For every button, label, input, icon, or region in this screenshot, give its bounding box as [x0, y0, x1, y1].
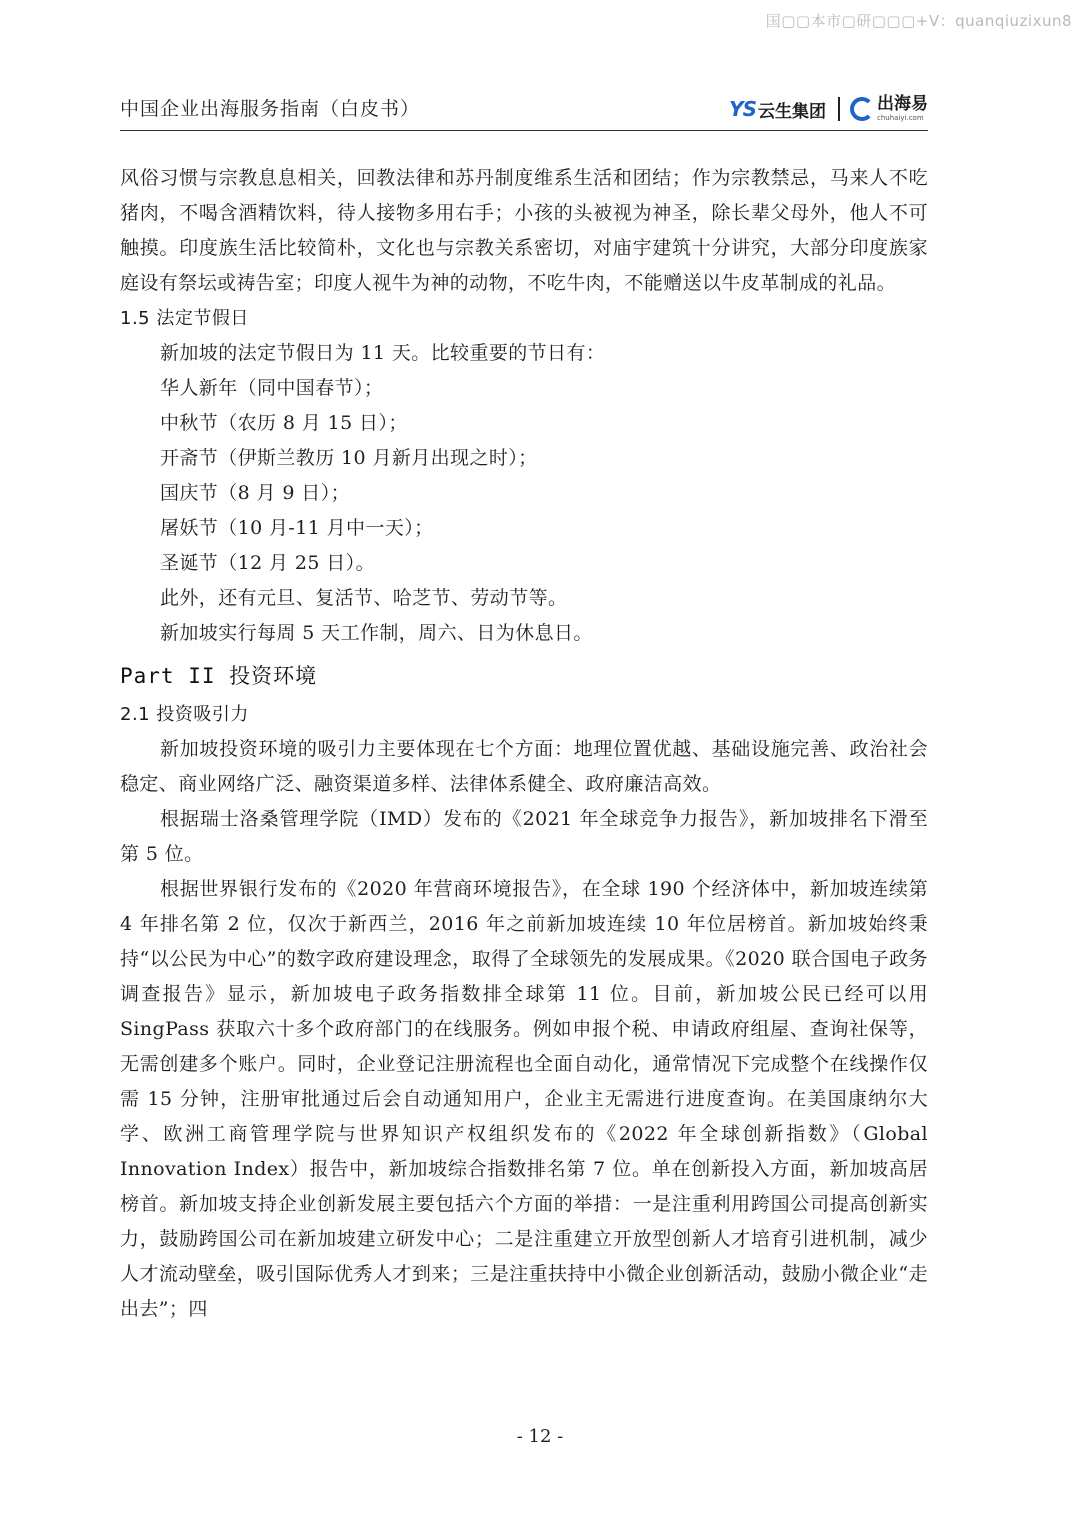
section-heading-1-5: 1.5 法定节假日 [120, 308, 249, 329]
document-title: 中国企业出海服务指南（白皮书） [120, 98, 421, 120]
body-paragraph: 根据世界银行发布的《2020 年营商环境报告》，在全球 190 个经济体中，新加坡连续第 4 年排名第 2 位，仅次于新西兰，2016 年之前新加坡连续 10 年位居榜首。新加坡始终秉持“以公民为中心”的数字政府建设理念，取得了全球领先的发展成果。《2020 联合国电子政务调查报告》显示，新加坡电子政务指数排全球第 11 位。目前，新加坡公民已经可以用 SingPass 获取六十多个政府部门的在线服务。例如申报个税、申请政府组屋、查询社保等，无需创建多个账户。同时，企业登记注册流程也全面自动化，通常情况下完成整个在线操作仅需 15 分钟，注册审批通过后会自动通知用户，企业主无需进行进度查询。在美国康纳尔大学、欧洲工商管理学院与世界知识产权组织发布的《2022 年全球创新指数》（Global Innovation Index）报告中，新加坡综合指数排名第 7 位。单在创新投入方面，新加坡高居榜首。新加坡支持企业创新发展主要包括六个方面的举措：一是注重利用跨国公司提高创新实力，鼓励跨国公司在新加坡建立研发中心；二是注重建立开放型创新人才培育引进机制，减少人才流动壁垒，吸引国际优秀人才到来；三是注重扶持中小微企业创新活动，鼓励小微企业“走出去”；四 [120, 878, 928, 1320]
page-content [120, 161, 928, 1327]
body-paragraph: 根据瑞士洛桑管理学院（IMD）发布的《2021 年全球竞争力报告》，新加坡排名下滑至第 5 位。 [120, 808, 928, 865]
holiday-line: 国庆节（8 月 9 日）； [160, 482, 350, 504]
holiday-line: 开斋节（伊斯兰教历 10 月新月出现之时）； [160, 447, 538, 469]
page-number: - 12 - [516, 1426, 564, 1447]
page-header [120, 94, 928, 128]
watermark: 国▢▢本市▢研▢▢▢+V：quanqiuzixun8 [765, 12, 1072, 30]
holiday-line: 新加坡实行每周 5 天工作制，周六、日为休息日。 [160, 622, 593, 644]
body-paragraph: 新加坡投资环境的吸引力主要体现在七个方面：地理位置优越、基础设施完善、政治社会稳定、商业网络广泛、融资渠道多样、法律体系健全、政府廉洁高效。 [120, 738, 928, 795]
holiday-line: 此外，还有元旦、复活节、哈芝节、劳动节等。 [160, 587, 568, 609]
holiday-line: 新加坡的法定节假日为 11 天。比较重要的节日有： [160, 342, 606, 364]
holiday-line: 圣诞节（12 月 25 日）。 [160, 552, 375, 574]
section-heading-2-1: 2.1 投资吸引力 [120, 704, 249, 725]
header-divider [120, 130, 928, 131]
holiday-line: 中秋节（农历 8 月 15 日）； [160, 412, 408, 434]
holiday-line: 华人新年（同中国春节）； [160, 377, 384, 399]
yunsheng-logo [729, 97, 826, 122]
logo-divider [838, 97, 840, 121]
ys-logo-name: 云生集团 [758, 101, 826, 122]
chuhaiyi-logo [850, 96, 928, 122]
intro-paragraph: 风俗习惯与宗教息息相关，回教法律和苏丹制度维系生活和团结；作为宗教禁忌，马来人不吃猪肉，不喝含酒精饮料，待人接物多用右手；小孩的头被视为神圣，除长辈父母外，他人不可触摸。印度族生活比较简朴，文化也与宗教关系密切，对庙宇建筑十分讲究，大部分印度族家庭设有祭坛或祷告室；印度人视牛为神的动物，不吃牛肉，不能赠送以牛皮革制成的礼品。 [120, 167, 928, 294]
chuhaiyi-logo-url: chuhaiyi.com [877, 114, 924, 122]
ys-logo-mark: YS [729, 97, 756, 121]
chuhaiyi-c-icon [850, 97, 874, 121]
chuhaiyi-logo-name: 出海易 [877, 94, 928, 114]
part-heading: Part II 投资环境 [120, 664, 318, 688]
logo-group [729, 94, 928, 124]
holiday-line: 屠妖节（10 月-11 月中一天）； [160, 517, 434, 539]
